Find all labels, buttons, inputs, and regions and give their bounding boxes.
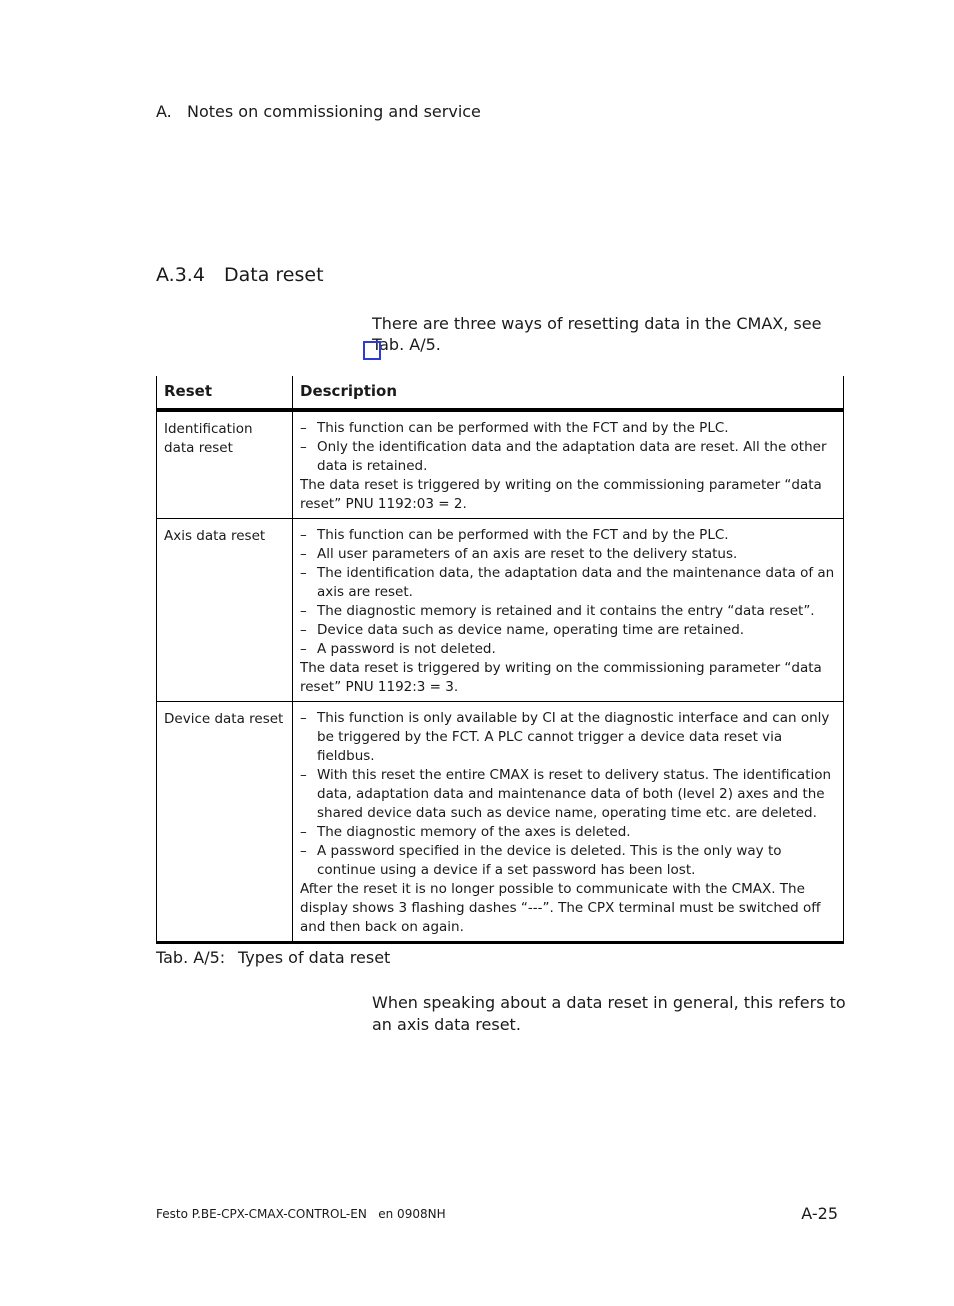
- list-item: – This function can be performed with the FCT and by the PLC.: [300, 420, 729, 436]
- caption-label: Tab. A/5:: [156, 948, 226, 967]
- section-heading: [156, 264, 324, 286]
- table-row: [157, 702, 844, 943]
- cursor-highlight-box: [363, 341, 381, 360]
- page-number: A-25: [801, 1204, 838, 1223]
- column-header-description: Description: [293, 376, 844, 410]
- description-list: [300, 419, 836, 476]
- description-footer: After the reset it is no longer possible to communicate with the CMAX. The display shows 3 flashing dashes “---”. The CPX terminal must be switched off and then back on again.: [300, 881, 821, 935]
- description-cell: [293, 410, 844, 519]
- list-item: – This function can be performed with the FCT and by the PLC.: [300, 527, 729, 543]
- description-list: [300, 709, 836, 880]
- description-footer: The data reset is triggered by writing on the commissioning parameter “data reset” PNU 1192:3 = 3.: [300, 660, 822, 695]
- reset-type-cell: Axis data reset: [157, 519, 293, 702]
- list-item: – Only the identification data and the adaptation data are reset. All the other data is retained.: [300, 439, 827, 474]
- reset-type-cell: Identification data reset: [157, 410, 293, 519]
- list-item: – A password is not deleted.: [300, 641, 496, 657]
- list-item: – With this reset the entire CMAX is reset to delivery status. The identification data, adaptation data and maintenance data of both (level 2) axes and the shared device data such as device name, operating time etc. are deleted.: [300, 767, 832, 821]
- section-number: A.3.4: [156, 264, 205, 286]
- description-footer: The data reset is triggered by writing on the commissioning parameter “data reset” PNU 1192:03 = 2.: [300, 477, 822, 512]
- description-cell: [293, 702, 844, 943]
- intro-paragraph: There are three ways of resetting data in the CMAX, see Tab. A/5.: [372, 314, 822, 354]
- note-paragraph: When speaking about a data reset in general, this refers to an axis data reset.: [372, 993, 846, 1034]
- list-item: – All user parameters of an axis are reset to the delivery status.: [300, 546, 738, 562]
- list-item: – A password specified in the device is deleted. This is the only way to continue using a device if a set password has been lost.: [300, 843, 782, 878]
- running-header: A. Notes on commissioning and service: [156, 102, 481, 121]
- list-item: – The diagnostic memory is retained and it contains the entry “data reset”.: [300, 603, 815, 619]
- list-item: – Device data such as device name, operating time are retained.: [300, 622, 745, 638]
- list-item: – This function is only available by CI at the diagnostic interface and can only be triggered by the FCT. A PLC cannot trigger a device data reset via fieldbus.: [300, 710, 830, 764]
- table-caption: [156, 948, 390, 967]
- data-reset-table: [156, 376, 844, 944]
- description-cell: [293, 519, 844, 702]
- description-list: [300, 526, 836, 659]
- column-header-reset: Reset: [157, 376, 293, 410]
- footer-document-id: Festo P.BE-CPX-CMAX-CONTROL-EN en 0908NH: [156, 1207, 446, 1221]
- reset-type-cell: Device data reset: [157, 702, 293, 943]
- list-item: – The identification data, the adaptation data and the maintenance data of an axis are reset.: [300, 565, 835, 600]
- list-item: – The diagnostic memory of the axes is deleted.: [300, 824, 631, 840]
- table-row: [157, 519, 844, 702]
- caption-text: Types of data reset: [238, 948, 391, 967]
- table-row: [157, 410, 844, 519]
- section-title: Data reset: [224, 264, 324, 286]
- table-header-row: [157, 376, 844, 410]
